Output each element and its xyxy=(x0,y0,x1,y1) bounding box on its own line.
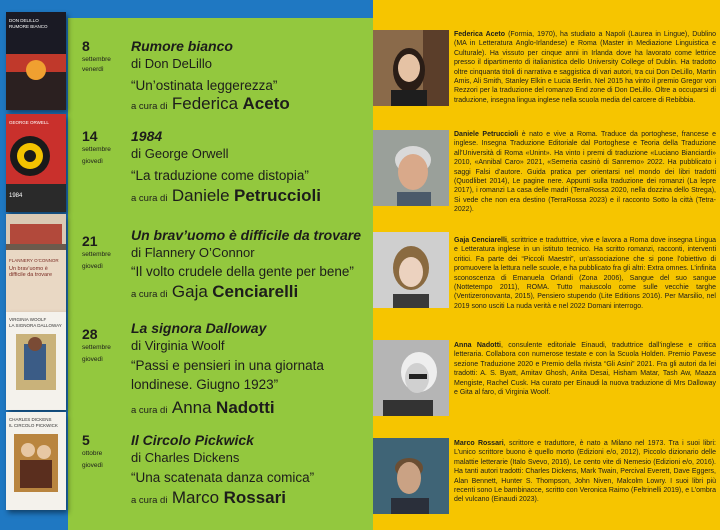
cover-author: CHARLES DICKENS xyxy=(9,417,52,422)
bio-name: Daniele Petruccioli xyxy=(454,131,519,138)
curator-first-name: Federica xyxy=(171,94,239,113)
book-author: di Charles Dickens xyxy=(131,450,240,465)
curator xyxy=(131,488,286,508)
cover-author: DON DELILLO xyxy=(9,18,39,23)
event-month: settembre xyxy=(82,146,111,153)
event-entry xyxy=(82,432,370,522)
event-month: settembre xyxy=(82,344,111,351)
event-entry xyxy=(82,320,370,420)
event-day: 28 xyxy=(82,326,98,342)
bio-text xyxy=(454,30,716,105)
book-title: 1984 xyxy=(131,128,163,144)
book-author: di Don DeLillo xyxy=(131,56,212,71)
talk-title: “La traduzione come distopia” xyxy=(131,168,309,183)
curator-last-name: Aceto xyxy=(242,94,290,113)
cover-author: FLANNERY O’CONNOR xyxy=(9,258,59,263)
event-entry xyxy=(82,227,370,317)
curator-first-name: Daniele xyxy=(171,186,230,205)
talk-title: “Un’ostinata leggerezza” xyxy=(131,78,278,93)
book-title: Il Circolo Pickwick xyxy=(131,432,254,448)
curator-first-name: Anna xyxy=(171,398,212,417)
book-title: Un brav’uomo è difficile da trovare xyxy=(131,227,362,243)
cover-brav-uomo xyxy=(6,214,66,312)
curator xyxy=(131,94,290,114)
event-weekday: giovedì xyxy=(82,356,103,363)
event-day: 21 xyxy=(82,233,98,249)
book-author: di George Orwell xyxy=(131,146,229,161)
portrait-gaja-cenciarelli xyxy=(373,232,449,308)
event-weekday: giovedì xyxy=(82,462,103,469)
bio-name: Anna Nadotti xyxy=(454,342,501,349)
bio-text xyxy=(454,236,716,311)
curator-first-name: Gaja xyxy=(171,282,208,301)
curator-last-name: Cenciarelli xyxy=(212,282,299,301)
cover-title: Un brav’uomo è difficile da trovare xyxy=(9,266,53,278)
bio-body: (Formia, 1970), ha studiato a Napoli (Laurea in Lingue), Dublino (MA in Letteratura Anglo-Irlandese) e Roma (Master in Mediazione Linguistica e Culturale). Ha vissuto per cinque anni in Irlanda dove ha lavorato come lettrice presso il dipartimento di italianistica dello University College of Dublin. Ha tradotto oltre cinquanta titoli di narrativa e saggistica di vari autori, tra cui Don DeLillo, Martin Amis, Ali Smith, Stanley Elkin e Lucia Berlin. Nel 2015 ha vinto il premio Gregor von Rezzori per la traduzione del romanzo End zone di Don DeLillo. Oltre a occuparsi di traduzione, insegna lingua inglese nella scuola media del carcere di Rebibbia. xyxy=(454,31,716,104)
bio-body: , scrittore e traduttore, è nato a Milano nel 1973. Tra i suoi libri: L’unico scrittore buono è quello morto (Edizioni e/o, 2012), Piccolo dizionario delle malattie letterarie (Italo Svevo, 2016), Le cento vite di Nemesio (Edizioni e/o, 2016). Ha tanti autori tradotti: Charles Dickens, Mark Twain, Percival Everett, Dave Eggers, Alan Bennett, Hunter S. Thompson, John Niven, Malcolm Lowry. I suoi libri più recenti sono Le bambinacce, scritto con Veronica Raimo (Feltrinelli 2019), e L’ombra del vulcano (Einaudi 2023). xyxy=(454,440,717,504)
bio-text xyxy=(454,439,716,505)
cover-rumore-bianco xyxy=(6,12,66,110)
cover-title: LA SIGNORA DALLOWAY xyxy=(9,323,62,328)
event-month: ottobre xyxy=(82,450,103,457)
event-weekday: venerdì xyxy=(82,66,104,73)
curator-last-name: Nadotti xyxy=(216,398,275,417)
event-weekday: giovedì xyxy=(82,158,103,165)
bio-name: Marco Rossari xyxy=(454,440,504,447)
event-day: 8 xyxy=(82,38,90,54)
talk-title: “Una scatenata danza comica” xyxy=(131,470,315,485)
event-entry xyxy=(82,128,370,218)
cover-author: GEORGE ORWELL xyxy=(9,120,49,125)
cover-1984 xyxy=(6,114,66,212)
curator-prefix: a cura di xyxy=(131,101,168,112)
curator-last-name: Rossari xyxy=(223,488,286,507)
talk-title: “Il volto crudele della gente per bene” xyxy=(131,264,354,279)
curator-last-name: Petruccioli xyxy=(234,186,321,205)
bio-name: Federica Aceto xyxy=(454,31,506,38)
book-title: Rumore bianco xyxy=(131,38,233,54)
bio-text xyxy=(454,341,716,397)
curator-prefix: a cura di xyxy=(131,193,168,204)
portrait-anna-nadotti xyxy=(373,340,449,416)
talk-title: “Passi e pensieri in una giornata londinese. Giugno 1923” xyxy=(131,358,324,392)
curator-prefix: a cura di xyxy=(131,289,168,300)
curator xyxy=(131,398,275,418)
event-day: 14 xyxy=(82,128,98,144)
cover-title: RUMORE BIANCO xyxy=(9,24,48,29)
cover-title: 1984 xyxy=(9,193,23,199)
curator-prefix: a cura di xyxy=(131,405,168,416)
portrait-daniele-petruccioli xyxy=(373,130,449,206)
portrait-federica-aceto xyxy=(373,30,449,106)
curator-prefix: a cura di xyxy=(131,495,168,506)
bio-text xyxy=(454,130,716,215)
bio-body: , scrittrice e traduttrice, vive e lavora a Roma dove insegna Lingua e Letteratura inglese in un istituto tecnico. Ha scritto romanzi, racconti, interventi critici. Fa parte dei “Piccoli Maestri”, un’associazione che si pone l’obiettivo di promuovere la lettura nelle scuole, e ha pubblicato fra gli altri: Extra omnes. L’infinita sconoscenza di Emanuela Orlandi (Zona 2006), Sangue del suo sangue (Nottetempo 2011), ROMA. Tutto maiuscolo come sulle vecchie targhe (Ventizeronovanta, 2015), Pensiero stupendo (Lite Editions 2016). Per Marsilio, nel 2019 sono usciti La nuda verità e nel 2022 Domani interrogo. xyxy=(454,237,716,310)
bio-body: è nato e vive a Roma. Traduce da portoghese, francese e inglese. Insegna Traduzione Editoriale dal Portoghese e Teoria della Traduzione all’Università di Roma «Unint». Ha vinto i premi di traduzione «Luciano Bianciardi» 2010, «Annibal Caro» 2021, «Semeria casinò di Sanremo» 2022. Ha pubblicato i saggi Falsi d’autore. Guida pratica per orientarsi nel mondo dei libri tradotti (Quodlibet 2014), Le pagine nere. Appunti sulla traduzione dei romanzi (La lepre 2017), i romanzi La casa delle madri (TerraRossa 2020, nella dozzina dello Strega), Si vede che non era destino (TerraRossa 2023) e il racconto Sotto la città (Tetra- 2022). xyxy=(454,131,716,214)
curator xyxy=(131,282,298,302)
curator xyxy=(131,186,321,206)
event-month: settembre xyxy=(82,251,111,258)
book-author: di Virginia Woolf xyxy=(131,338,225,353)
event-weekday: giovedì xyxy=(82,263,103,270)
bio-name: Gaja Cenciarelli xyxy=(454,237,507,244)
curator-first-name: Marco xyxy=(171,488,220,507)
book-author: di Flannery O’Connor xyxy=(131,245,255,260)
portrait-marco-rossari xyxy=(373,438,449,514)
book-title: La signora Dalloway xyxy=(131,320,267,336)
cover-title: IL CIRCOLO PICKWICK xyxy=(9,423,58,428)
cover-circolo-pickwick xyxy=(6,412,66,510)
cover-signora-dalloway xyxy=(6,312,66,410)
cover-author: VIRGINIA WOOLF xyxy=(9,317,47,322)
bio-body: , consulente editoriale Einaudi, traduttrice dall’inglese e critica letteraria. Collabora con numerose testate e con la Scuola Holden. Premio Pavese sezione Traduzione 2020 e Premio della rivista “Gli Asini” 2021. Fra gli autori da lei tradotti: A. S. Byatt, Amitav Ghosh, Anita Desai, Hisham Matar, Tash Aw, Maaza Mengiste, Rachel Cusk. Ha curato per Einaudi la nuova traduzione di Mrs Dalloway e Gita al faro, di Virginia Woolf. xyxy=(454,342,716,397)
event-day: 5 xyxy=(82,432,90,448)
event-month: settembre xyxy=(82,56,111,63)
